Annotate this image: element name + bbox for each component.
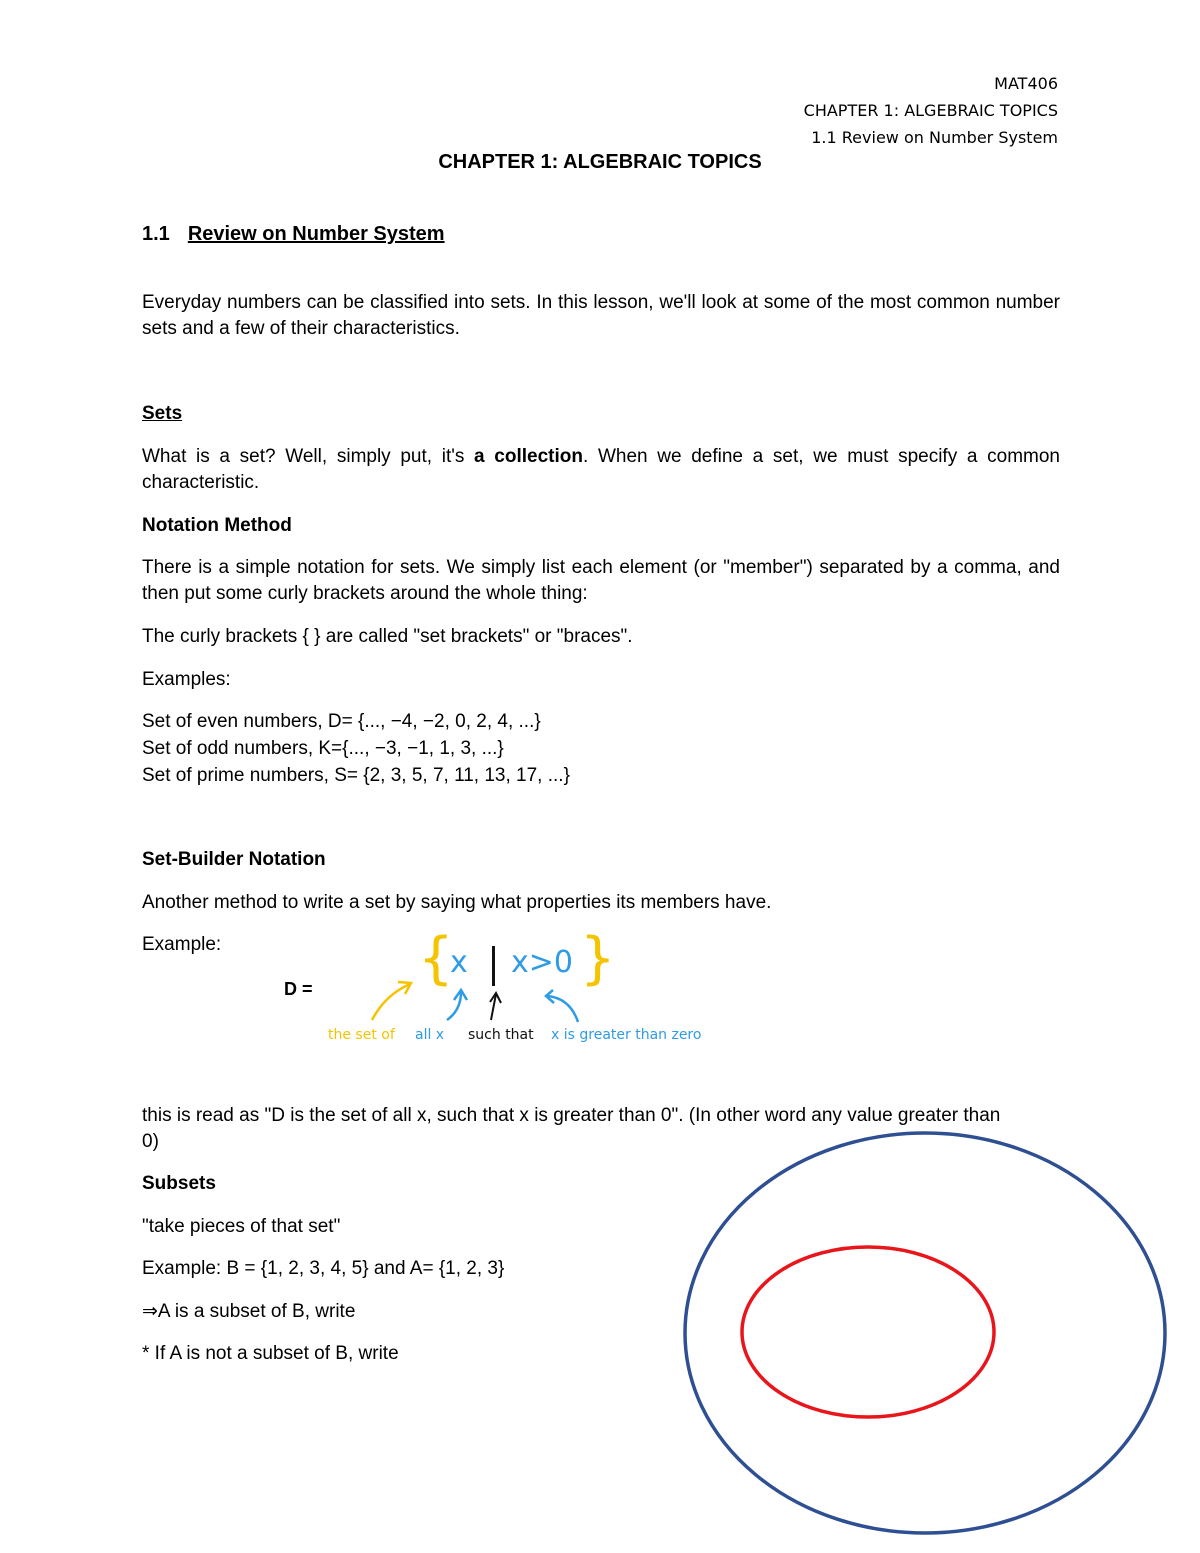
venn-outer-set-b (685, 1133, 1165, 1533)
set-builder-text: Another method to write a set by saying what properties its members have. (142, 892, 772, 913)
intro-paragraph: Everyday numbers can be classified into sets. In this lesson, we'll look at some of the most common number sets and a few of their characteristics. (142, 292, 1060, 339)
braces-text: The curly brackets { } are called "set brackets" or "braces". (142, 626, 633, 647)
set-builder-example-label: Example: (142, 934, 222, 955)
set-builder-variable: x (450, 945, 468, 980)
page-title: CHAPTER 1: ALGEBRAIC TOPICS (438, 151, 762, 173)
example-even: Set of even numbers, D= {..., −4, −2, 0, 2, 4, ...} (142, 711, 541, 732)
brace-close: } (580, 926, 616, 991)
subsets-quote: "take pieces of that set" (142, 1216, 341, 1237)
set-builder-reading: this is read as "D is the set of all x, such that x is greater than 0". (In other word any value greater than 0) (142, 1105, 1001, 1152)
set-builder-d-label: D = (284, 979, 313, 999)
venn-inner-set-a (742, 1247, 994, 1417)
label-greater-than-zero: x is greater than zero (551, 1027, 702, 1043)
notation-heading: Notation Method (142, 515, 292, 536)
subset-statement: ⇒A is a subset of B, write (142, 1301, 356, 1322)
set-builder-heading: Set-Builder Notation (142, 849, 326, 870)
sets-def-after: . When we define a set, we must specify a common characteristic. (142, 446, 1060, 493)
section-title: Review on Number System (187, 223, 445, 245)
sets-def-bold: a collection (474, 446, 583, 467)
subsets-example: Example: B = {1, 2, 3, 4, 5} and A= {1, 2, 3} (142, 1258, 505, 1279)
not-subset-statement: * If A is not a subset of B, write (142, 1343, 399, 1364)
header-course: MAT406 (994, 74, 1058, 93)
sets-def-before: What is a set? Well, simply put, it's (142, 446, 475, 467)
header-section: 1.1 Review on Number System (811, 128, 1058, 147)
set-builder-condition: x>0 (511, 945, 573, 980)
subsets-heading: Subsets (142, 1173, 216, 1194)
example-prime: Set of prime numbers, S= {2, 3, 5, 7, 11, 13, 17, ...} (142, 765, 570, 786)
examples-label: Examples: (142, 669, 231, 690)
label-all-x: all x (415, 1027, 445, 1043)
notation-text: There is a simple notation for sets. We simply list each element (or "member") separated by a comma, and then put some curly brackets around the whole thing: (142, 557, 1060, 604)
label-set-of: the set of (328, 1027, 395, 1043)
label-such-that: such that (468, 1027, 534, 1043)
section-number: 1.1 (142, 223, 170, 245)
header-chapter: CHAPTER 1: ALGEBRAIC TOPICS (803, 101, 1058, 120)
brace-open: { (418, 926, 454, 991)
example-odd: Set of odd numbers, K={..., −3, −1, 1, 3, ...} (142, 738, 504, 759)
sets-heading: Sets (142, 403, 183, 424)
